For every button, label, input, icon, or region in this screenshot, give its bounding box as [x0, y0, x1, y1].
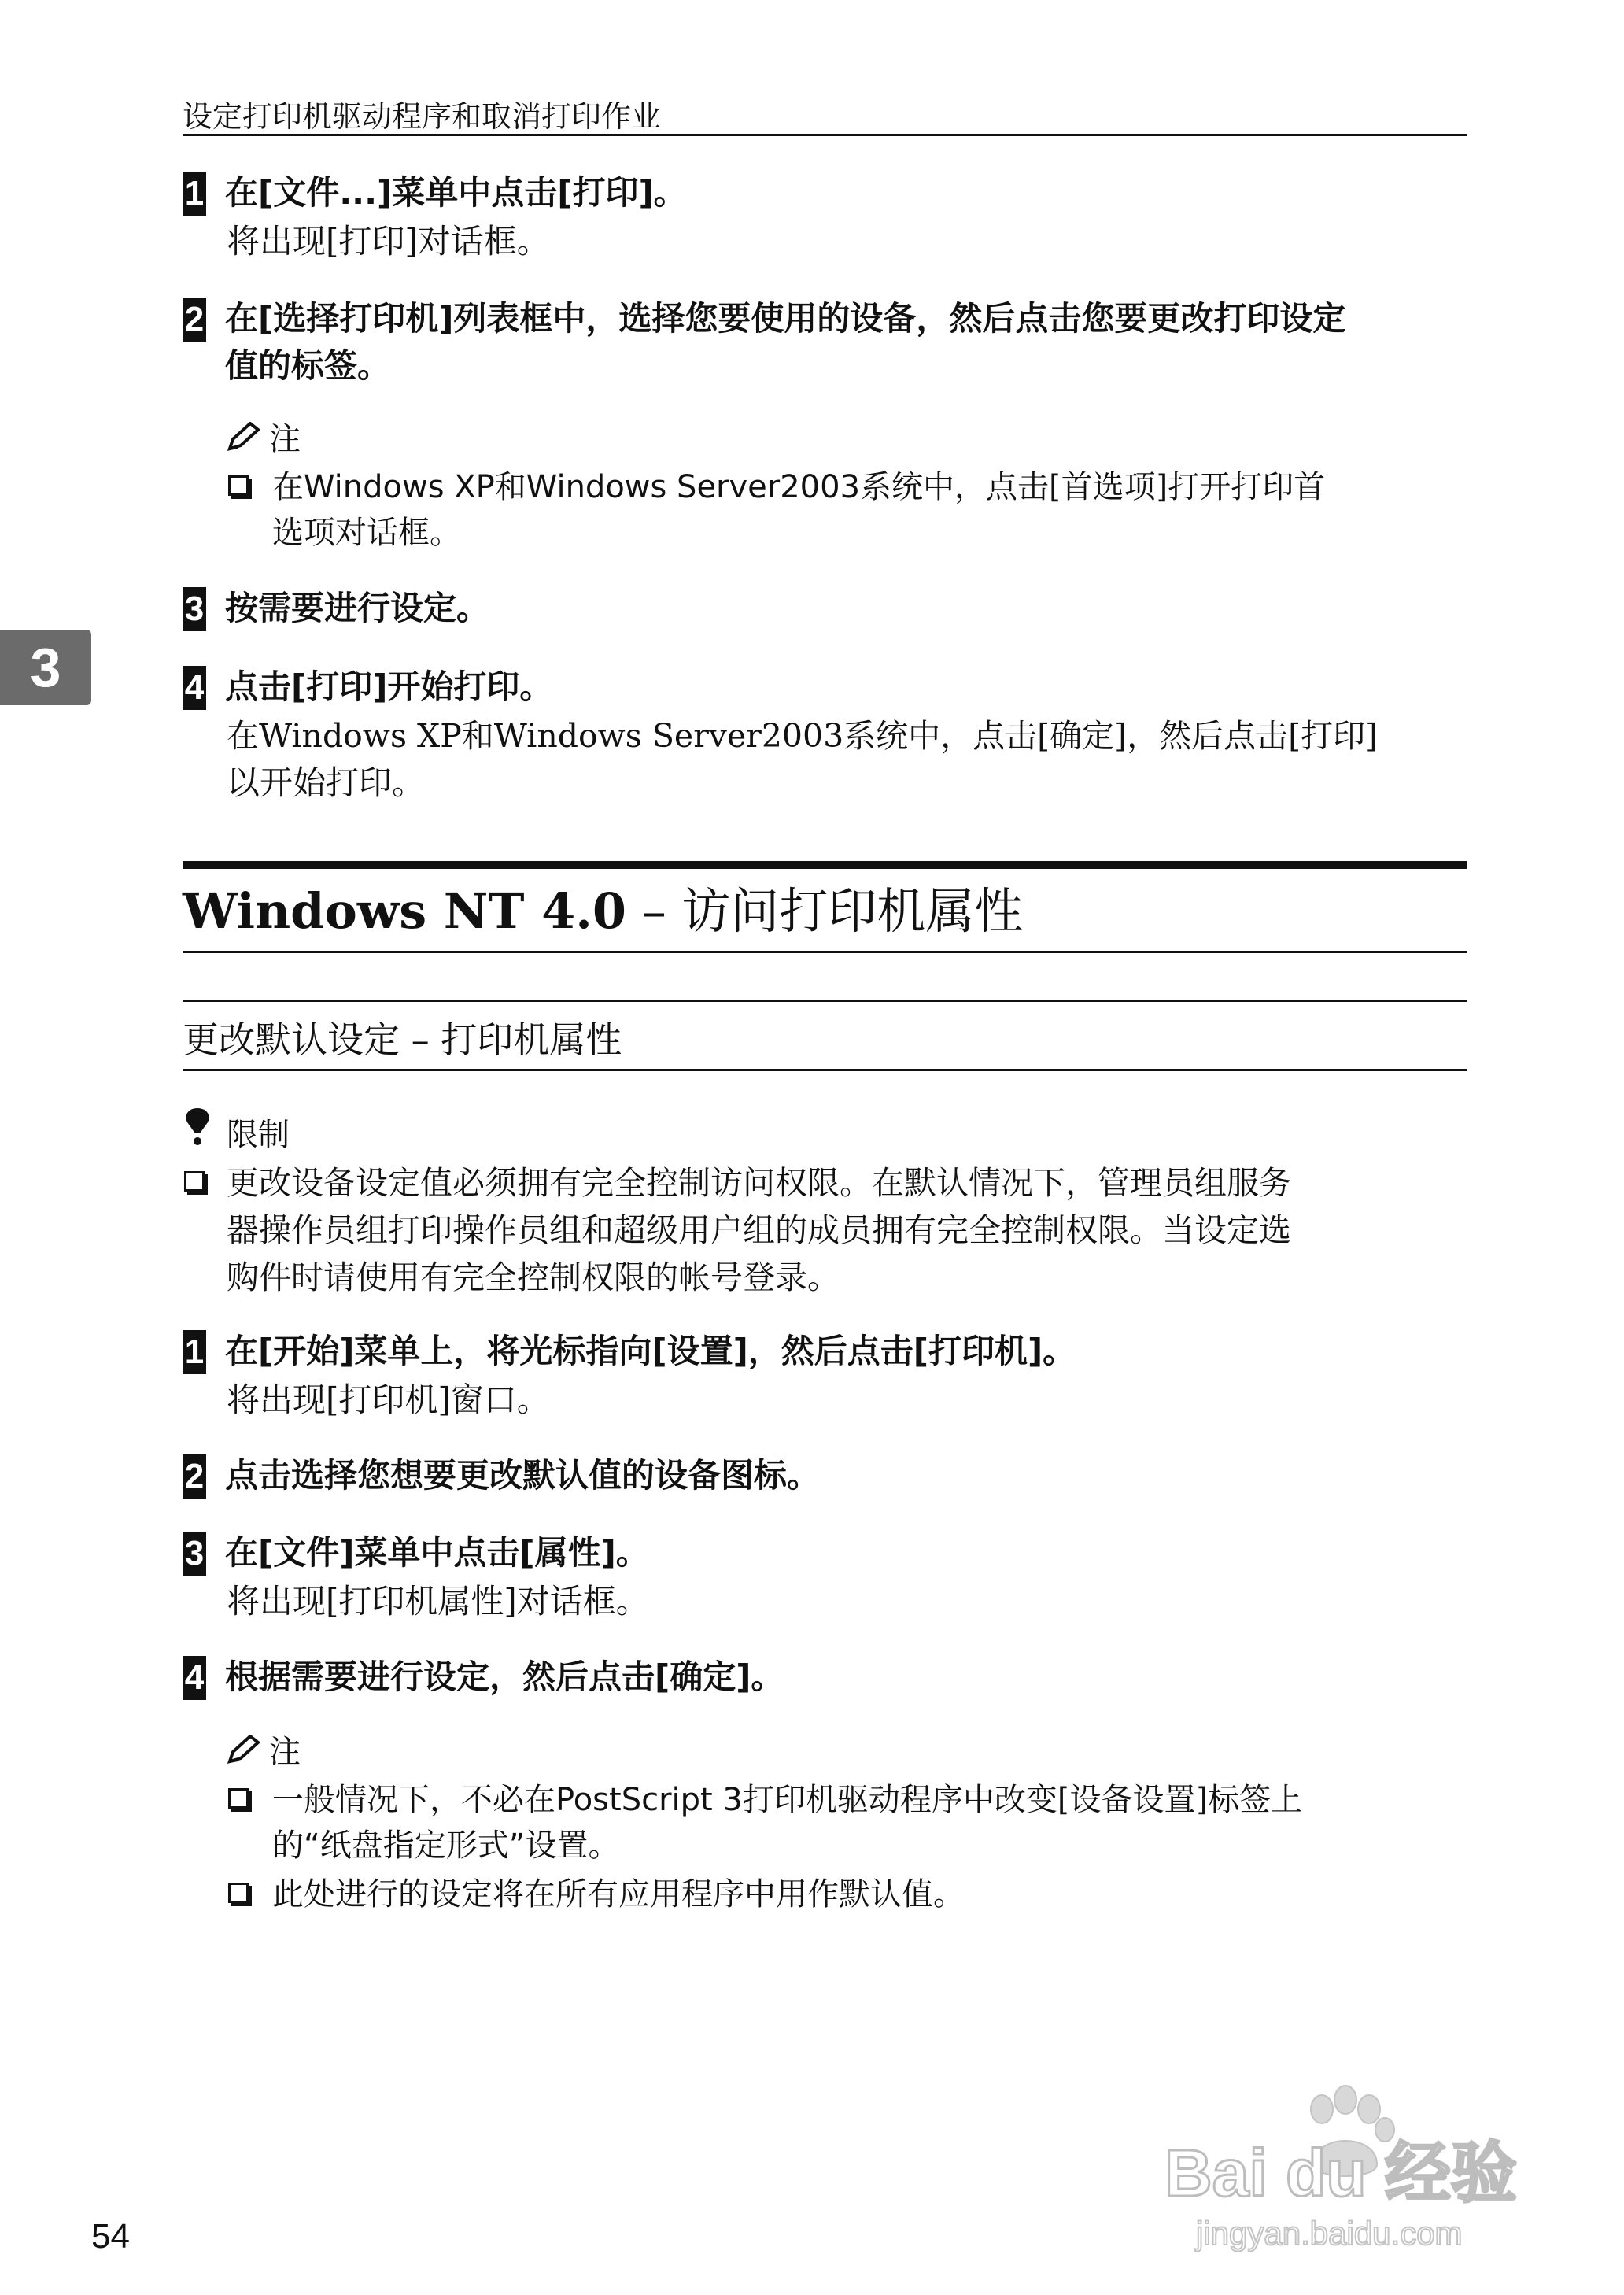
checkbox-bullet-icon	[228, 1883, 249, 1903]
step-number: 4	[183, 666, 206, 710]
restriction-title: 限制	[227, 1117, 290, 1153]
note-title: 注	[269, 421, 301, 457]
step-number: 3	[183, 587, 206, 631]
restriction-text: 更改设备设定值必须拥有完全控制访问权限。在默认情况下，管理员组服务	[227, 1164, 1291, 1202]
step-result: 将出现[打印]对话框。	[227, 222, 550, 261]
step-instruction: 在[开始]菜单上，将光标指向[设置]，然后点击[打印机]。	[225, 1332, 1076, 1370]
step-number: 4	[183, 1656, 206, 1700]
note-item: 一般情况下，不必在PostScript 3打印机驱动程序中改变[设备设置]标签上	[272, 1782, 1303, 1818]
step-result-cont: 以开始打印。	[227, 763, 426, 802]
restriction-text-cont: 器操作员组打印操作员组和超级用户组的成员拥有完全控制权限。当设定选	[227, 1211, 1291, 1249]
checkbox-bullet-icon	[228, 1788, 249, 1809]
restriction-text-cont: 购件时请使用有完全控制权限的帐号登录。	[227, 1258, 840, 1296]
note-item: 在Windows XP和Windows Server2003系统中，点击[首选项]打开打印首	[272, 469, 1326, 505]
step-instruction: 按需要进行设定。	[225, 589, 490, 627]
section-title-en: Windows NT 4.0	[183, 882, 626, 940]
header-divider	[183, 134, 1467, 136]
step-number: 3	[183, 1532, 206, 1576]
step-number: 1	[183, 172, 206, 216]
chapter-tab: 3	[0, 630, 91, 705]
step-instruction: 在[选择打印机]列表框中，选择您要使用的设备，然后点击您要更改打印设定	[225, 299, 1346, 338]
page-number: 54	[91, 2217, 130, 2256]
pencil-icon	[227, 422, 261, 453]
checkbox-bullet-icon	[228, 475, 249, 496]
note-title: 注	[269, 1734, 301, 1770]
watermark-url: jingyan.baidu.com	[1196, 2215, 1463, 2252]
running-header: 设定打印机驱动程序和取消打印作业	[183, 99, 662, 134]
step-result: 在Windows XP和Windows Server2003系统中，点击[确定]，然后点击[打印]	[227, 717, 1379, 755]
pencil-icon	[227, 1735, 261, 1766]
step-result: 将出现[打印机]窗口。	[227, 1380, 550, 1419]
section-rule-bottom	[183, 951, 1467, 953]
step-instruction-cont: 值的标签。	[225, 346, 391, 385]
note-item: 此处进行的设定将在所有应用程序中用作默认值。	[272, 1876, 965, 1913]
subsection-rule-bottom	[183, 1069, 1467, 1071]
step-instruction: 点击选择您想要更改默认值的设备图标。	[225, 1456, 821, 1495]
step-instruction: 点击[打印]开始打印。	[225, 667, 553, 706]
step-instruction: 根据需要进行设定，然后点击[确定]。	[225, 1658, 784, 1696]
section-title-cn: 访问打印机属性	[681, 882, 1024, 940]
subsection-title: 更改默认设定 – 打印机属性	[183, 1018, 622, 1061]
note-item-cont: 选项对话框。	[272, 515, 461, 551]
step-result: 将出现[打印机属性]对话框。	[227, 1582, 649, 1621]
baidu-watermark-logo	[1149, 2078, 1558, 2259]
restriction-icon	[183, 1107, 212, 1146]
step-instruction: 在[文件]菜单中点击[属性]。	[225, 1533, 649, 1572]
step-number: 1	[183, 1330, 206, 1374]
checkbox-bullet-icon	[184, 1171, 205, 1192]
section-rule-top	[183, 861, 1467, 869]
step-number: 2	[183, 1454, 206, 1499]
note-item-cont: 的“纸盘指定形式”设置。	[272, 1828, 620, 1864]
watermark-brand: Bai du 经验	[1164, 2136, 1518, 2210]
subsection-rule-top	[183, 1000, 1467, 1002]
section-title	[183, 880, 1023, 943]
step-instruction: 在[文件...]菜单中点击[打印]。	[225, 173, 687, 212]
step-number: 2	[183, 298, 206, 342]
section-title-separator: –	[626, 882, 682, 940]
